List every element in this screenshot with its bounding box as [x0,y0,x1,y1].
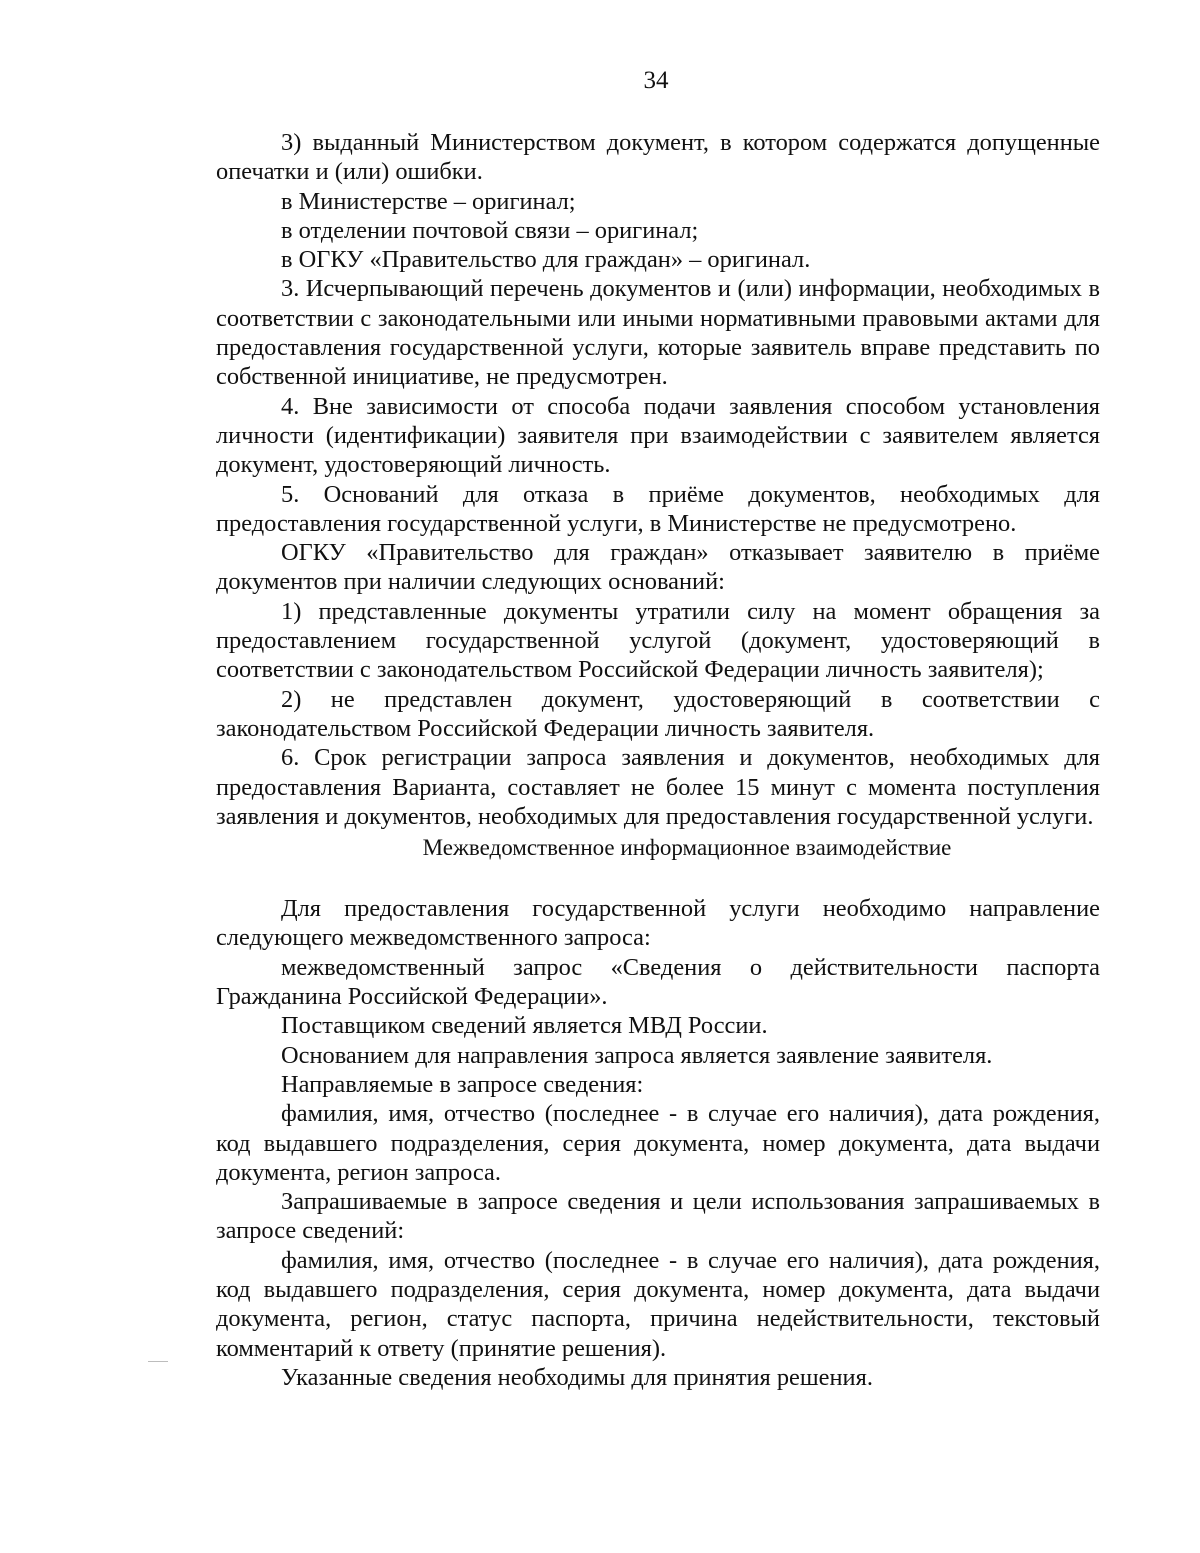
paragraph-item-3-document: 3) выданный Министерством документ, в котором содержатся допущенные опечатки и (или) ошибки. [216,129,1100,186]
paragraph-provider: Поставщиком сведений является МВД России. [281,1012,768,1040]
paragraph-interagency-intro: Для предоставления государственной услуги необходимо направление следующего межведомственного запроса: [216,895,1100,952]
paragraph-section-4: 4. Вне зависимости от способа подачи заявления способом установления личности (идентификации) заявителя при взаимодействии с заявителем является документ, удостоверяющий личность. [216,392,1100,479]
page-number: 34 [643,67,669,94]
paragraph-section-5: 5. Оснований для отказа в приёме документов, необходимых для предоставления государственной услуги, в Министерстве не предусмотрено. [216,480,1100,537]
paragraph-ministry-original: в Министерстве – оригинал; [281,187,576,215]
paragraph-requested-data-label: Запрашиваемые в запросе сведения и цели использования запрашиваемых в запросе сведений: [216,1188,1100,1245]
section-heading: Межведомственное информационное взаимодействие [422,835,952,861]
paragraph-sent-data-label: Направляемые в запросе сведения: [281,1070,644,1098]
paragraph-section-3: 3. Исчерпывающий перечень документов и (или) информации, необходимых в соответствии с законодательными или иными нормативными правовыми актами для предоставления государственной услуги, которые заявитель вправе представить по собственной инициативе, не предусмотрен. [216,275,1100,391]
paragraph-requested-data: фамилия, имя, отчество (последнее - в случае его наличия), дата рождения, код выдавшего подразделения, серия документа, номер документа, дата выдачи документа, регион, статус паспорта, причина недействительности, текстовый комментарий к ответу (принятие решения). [216,1246,1100,1362]
paragraph-ogku-refusal: ОГКУ «Правительство для граждан» отказывает заявителю в приёме документов при наличии следующих оснований: [216,539,1100,596]
paragraph-basis: Основанием для направления запроса является заявление заявителя. [281,1041,993,1069]
paragraph-post-office-original: в отделении почтовой связи – оригинал; [281,216,699,244]
margin-mark [148,1361,168,1362]
paragraph-sent-data: фамилия, имя, отчество (последнее - в случае его наличия), дата рождения, код выдавшего подразделения, серия документа, номер документа, дата выдачи документа, регион запроса. [216,1100,1100,1186]
paragraph-section-6: 6. Срок регистрации запроса заявления и документов, необходимых для предоставления Варианта, составляет не более 15 минут с момента поступления заявления и документов, необходимых для предоставления государственной услуги. [216,744,1100,830]
paragraph-ogku-original: в ОГКУ «Правительство для граждан» – оригинал. [281,246,811,274]
document-body [216,128,1100,1392]
paragraph-interagency-request: межведомственный запрос «Сведения о действительности паспорта Гражданина Российской Федерации». [216,953,1100,1011]
paragraph-decision: Указанные сведения необходимы для принятия решения. [281,1363,873,1391]
paragraph-refusal-reason-1: 1) представленные документы утратили силу на момент обращения за предоставлением государственной услугой (документ, удостоверяющий в соответствии с законодательством Российской Федерации личность заявителя); [216,597,1100,684]
paragraph-refusal-reason-2: 2) не представлен документ, удостоверяющий в соответствии с законодательством Российской Федерации личность заявителя. [216,685,1100,742]
